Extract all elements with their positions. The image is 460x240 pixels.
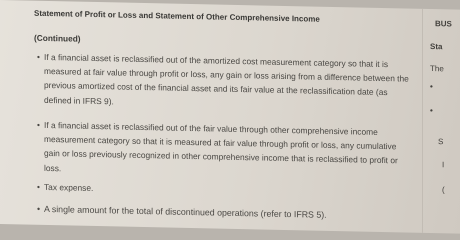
list-item — [34, 50, 414, 115]
right-header: BUS — [435, 19, 452, 29]
section-heading: Statement of Profit or Loss and Statement of Other Comprehensive Income — [34, 8, 320, 24]
subheading: (Continued) — [34, 32, 81, 44]
right-bullet-2: • — [430, 106, 433, 116]
right-fragment-the: The — [430, 64, 444, 74]
right-column-fragment — [424, 9, 460, 234]
right-bullet-1: • — [430, 82, 433, 92]
right-fragment-s: S — [438, 137, 444, 147]
right-fragment-i: I — [442, 160, 445, 170]
bullet-icon: • — [37, 51, 40, 62]
list-item — [34, 118, 414, 183]
right-fragment-sta: Sta — [430, 42, 443, 52]
bullet-icon: • — [37, 119, 40, 130]
list-item — [34, 202, 414, 224]
main-column — [30, 1, 422, 220]
list-item-text: If a financial asset is reclassified out of the amortized cost measurement category so that it is measured at fair value through profit or loss, any gain or loss arising from a difference between the previous amortized cost of the financial asset and its fair value at the reclassification date (as defined in IFRS 9). — [44, 51, 409, 106]
list-item-text: A single amount for the total of discontinued operations (refer to IFRS 5). — [44, 203, 327, 220]
list-item-text: Tax expense. — [44, 181, 94, 193]
bullet-icon: • — [37, 203, 41, 214]
right-fragment-paren: ( — [442, 185, 445, 195]
column-divider — [422, 9, 423, 233]
list-item — [34, 180, 414, 202]
bullet-icon: • — [37, 181, 40, 192]
list-item-text: If a financial asset is reclassified out of the fair value through other comprehensive income measurement category so that it is measured at fair value through profit or loss, any cumulative gain or loss previously recognized in other comprehensive income that is reclassified to profit or loss. — [44, 119, 398, 173]
